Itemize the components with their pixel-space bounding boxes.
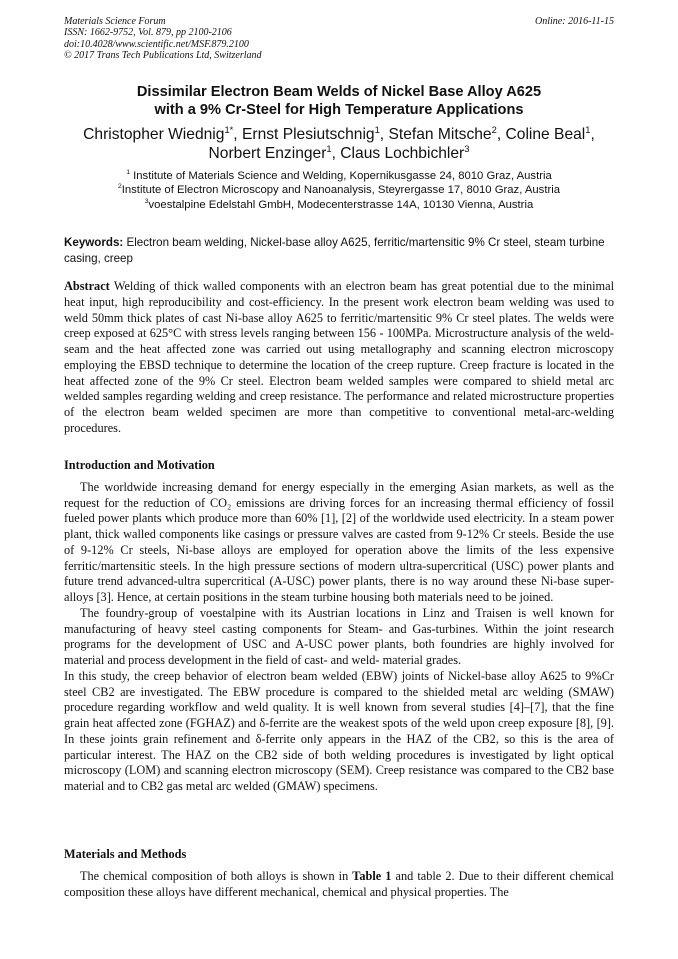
keywords-label: Keywords: (64, 236, 124, 249)
section-heading: Materials and Methods (64, 847, 187, 861)
keywords-text: Electron beam welding, Nickel-base alloy A625, ferritic/martensitic 9% Cr steel, steam turbine casing, creep (64, 236, 605, 265)
author: Coline Beal$^1$, (505, 124, 595, 143)
methods-section (64, 847, 614, 900)
introduction-section (64, 458, 614, 795)
paper-title (0, 83, 678, 119)
abstract-text: Welding of thick walled components with an electron beam has great potential due to the minimal heat input, high reproducibility and cost-efficiency. In the present work electron beam welding was used to weld 50mm thick plates of cast Ni-base alloy A625 to ferritic/martensitic 9% Cr steel plates. The welds were creep exposed at 625°C with stress levels ranging between 156 - 100MPa. Microstructure analysis of the weld-seam and the heat affected zone was carried out using metallography and scanning electron microscopy employing the EBSD technique to determine the location of the creep rupture. Creep fracture is located in the heat affected zone of the 9% Cr steel. Electron beam welded samples were compared to shield metal arc welded samples regarding welding and creep resistance. The performance and related microstructure properties of the electron beam welded specimen are more than competitive to conventional metal-arc-welding procedures. (64, 279, 614, 435)
section-heading: Introduction and Motivation (64, 458, 215, 472)
paragraph: The foundry-group of voestalpine with its Austrian locations in Linz and Traisen is well known for manufacturing of heavy steel casting components for Steam- and Gas-turbines. Within the joint research programs for the development of USC and A-USC power plants, both foundries are highly involved for material and process development in the field of cast- and weld- material grades. (64, 605, 614, 667)
doi: doi:10.4028/www.scientific.net/MSF.879.2100 (64, 38, 249, 50)
author: Christopher Wiednig$^{1*}$, (83, 124, 242, 143)
author: Norbert Enzinger$^1$, (208, 143, 341, 162)
paragraph: The chemical composition of both alloys is shown in Table 1 and table 2. Due to their different chemical composition these alloys have different mechanical, chemical and physical properties. The (64, 868, 614, 899)
author: Stefan Mitsche$^2$, (388, 124, 506, 143)
title-line: with a 9% Cr-Steel for High Temperature Applications (154, 102, 524, 118)
issn: ISSN: 1662-9752, Vol. 879, pp 2100-2106 (64, 27, 232, 39)
abstract-label: Abstract (64, 279, 110, 293)
journal-name: Materials Science Forum (64, 16, 166, 27)
table-reference: Table 1 (352, 868, 392, 883)
author: Ernst Plesiutschnig$^1$, (241, 124, 389, 143)
online-date: Online: 2016-11-15 (535, 16, 614, 27)
affiliation: $^3$voestalpine Edelstahl GmbH, Modecenterstrasse 14A, 10130 Vienna, Austria (144, 197, 534, 211)
abstract (64, 279, 614, 437)
affiliation: $^2$Institute of Electron Microscopy and Nanoanalysis, Steyrergasse 17, 8010 Graz, Austria (117, 183, 561, 197)
paragraph: In this study, the creep behavior of electron beam welded (EBW) joints of Nickel-base alloy A625 to 9%Cr steel CB2 are investigated. The EBW procedure is compared to the shielded metal arc welding (SMAW) procedure regarding workflow and weld quality. It is well known from several studies [4]–[7], that the fine grain heat affected zone (FGHAZ) and δ-ferrite are the weakest spots of the weld upon creep exposure [8], [9]. In these joints grain refinement and δ-ferrite only appears in the HAZ of the CB2, so this is the area of particular interest. The HAZ on the CB2 side of both welding procedures is investigated by light optical microscopy (LOM) and scanning electron microscopy (SEM). Creep resistance was compared to the CB2 base material and to CB2 gas metal arc welded (GMAW) specimens. (64, 668, 614, 793)
copyright: © 2017 Trans Tech Publications Ltd, Switzerland (64, 49, 262, 61)
author: Claus Lochbichler$^3$ (340, 143, 470, 162)
paragraph: The worldwide increasing demand for energy especially in the emerging Asian markets, as well as the request for the reduction of CO₂ emissions are driving forces for an increasing thermal efficiency of fossil fueled power plants which produce more than 60% [1], [2] of the worldwide used electricity. In a steam power plant, thick walled components like casings or pressure valves are casted from 9-12% Cr steels. Beside the use of 9-12% Cr steels, Ni-base alloys are employed for operation above the limits of the less expensive ferritic/martensitic steels. In the high pressure sections of modern ultra-supercritical (USC) power plants and future trend advanced-ultra supercritical (A-USC) power plants, there is no way around these Ni-base super-alloys [3]. Hence, at certain positions in the steam turbine housing both materials need to be joined. (64, 479, 614, 604)
affiliation: $^1$ Institute of Materials Science and Welding, Kopernikusgasse 24, 8010 Graz, Austria (126, 169, 552, 182)
title-line: Dissimilar Electron Beam Welds of Nickel Base Alloy A625 (136, 84, 542, 100)
keywords (64, 235, 614, 266)
affiliations (0, 169, 678, 212)
journal-header (64, 16, 262, 61)
author-list (50, 125, 628, 163)
